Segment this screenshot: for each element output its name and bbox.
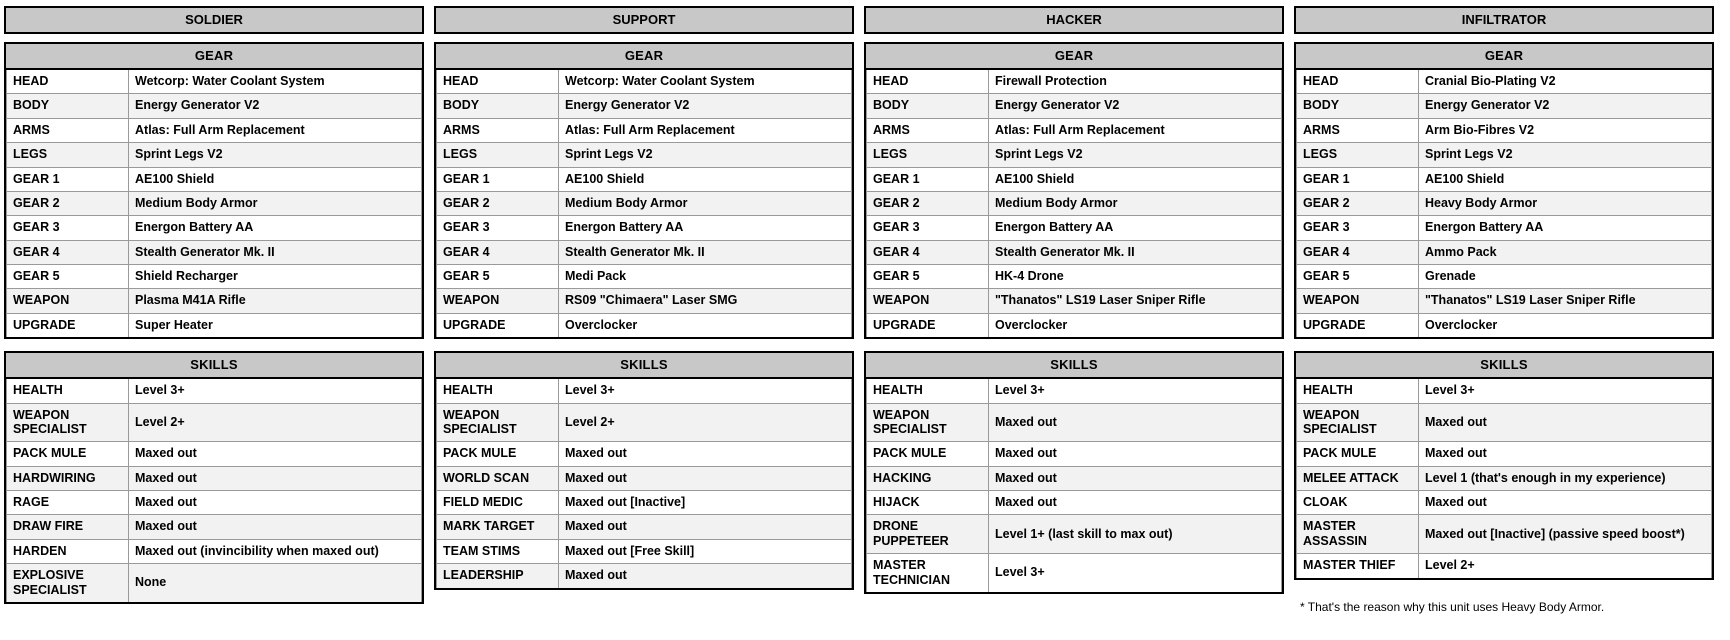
skill-value: Level 3+ xyxy=(1419,379,1712,403)
table-row xyxy=(7,379,422,403)
gear-slot-value: Energon Battery AA xyxy=(989,216,1282,240)
table-row xyxy=(867,466,1282,490)
skill-label: HARDWIRING xyxy=(7,466,129,490)
skills-block xyxy=(434,351,854,589)
table-row xyxy=(7,403,422,442)
gear-slot-label: WEAPON xyxy=(1297,289,1419,313)
table-row xyxy=(7,191,422,215)
skill-value: Maxed out xyxy=(1419,442,1712,466)
gear-slot-label: ARMS xyxy=(7,118,129,142)
table-row xyxy=(867,143,1282,167)
table-row xyxy=(7,515,422,539)
skill-value: Level 3+ xyxy=(559,379,852,403)
skill-label: PACK MULE xyxy=(437,442,559,466)
skills-block xyxy=(4,351,424,604)
gear-slot-value: Arm Bio-Fibres V2 xyxy=(1419,118,1712,142)
gear-slot-value: Overclocker xyxy=(559,313,852,337)
class-title: INFILTRATOR xyxy=(1294,6,1714,34)
table-row xyxy=(867,379,1282,403)
skill-value: Level 3+ xyxy=(989,554,1282,592)
gear-section-title: GEAR xyxy=(6,44,422,70)
skills-table xyxy=(6,379,422,602)
skill-label: MASTER TECHNICIAN xyxy=(867,554,989,592)
table-row xyxy=(1297,191,1712,215)
table-row xyxy=(1297,403,1712,442)
skill-value: Level 1+ (last skill to max out) xyxy=(989,515,1282,554)
skill-label: DRAW FIRE xyxy=(7,515,129,539)
skill-label: HARDEN xyxy=(7,539,129,563)
table-row xyxy=(867,216,1282,240)
skill-label: HEALTH xyxy=(1297,379,1419,403)
gear-slot-label: BODY xyxy=(7,94,129,118)
gear-slot-label: UPGRADE xyxy=(1297,313,1419,337)
table-row xyxy=(867,491,1282,515)
class-column-support xyxy=(434,6,854,602)
gear-slot-value: Wetcorp: Water Coolant System xyxy=(129,70,422,94)
table-row xyxy=(7,94,422,118)
skill-label: HEALTH xyxy=(7,379,129,403)
gear-section-title: GEAR xyxy=(866,44,1282,70)
table-row xyxy=(1297,554,1712,578)
gear-slot-label: ARMS xyxy=(867,118,989,142)
skill-label: WORLD SCAN xyxy=(437,466,559,490)
skill-label: HEALTH xyxy=(437,379,559,403)
class-title: SOLDIER xyxy=(4,6,424,34)
table-row xyxy=(1297,70,1712,94)
table-row xyxy=(1297,118,1712,142)
table-row xyxy=(1297,515,1712,554)
table-row xyxy=(437,313,852,337)
table-row xyxy=(437,167,852,191)
gear-slot-value: Energon Battery AA xyxy=(129,216,422,240)
skill-value: Maxed out xyxy=(129,515,422,539)
table-row xyxy=(437,564,852,588)
gear-slot-value: Heavy Body Armor xyxy=(1419,191,1712,215)
table-row xyxy=(1297,240,1712,264)
gear-slot-label: GEAR 5 xyxy=(1297,265,1419,289)
skill-value: Maxed out xyxy=(989,491,1282,515)
skill-value: None xyxy=(129,564,422,602)
table-row xyxy=(7,539,422,563)
table-row xyxy=(867,554,1282,592)
gear-slot-value: Energon Battery AA xyxy=(559,216,852,240)
gear-slot-value: Atlas: Full Arm Replacement xyxy=(989,118,1282,142)
gear-slot-value: Super Heater xyxy=(129,313,422,337)
table-row xyxy=(437,240,852,264)
skill-value: Maxed out xyxy=(559,564,852,588)
gear-slot-label: LEGS xyxy=(437,143,559,167)
gear-slot-value: Medium Body Armor xyxy=(989,191,1282,215)
gear-slot-value: HK-4 Drone xyxy=(989,265,1282,289)
table-row xyxy=(867,70,1282,94)
gear-slot-label: GEAR 5 xyxy=(437,265,559,289)
table-row xyxy=(867,403,1282,442)
table-row xyxy=(437,94,852,118)
gear-slot-value: Sprint Legs V2 xyxy=(989,143,1282,167)
skill-label: WEAPON SPECIALIST xyxy=(1297,403,1419,442)
skill-label: EXPLOSIVE SPECIALIST xyxy=(7,564,129,602)
skill-label: PACK MULE xyxy=(1297,442,1419,466)
table-row xyxy=(7,240,422,264)
gear-slot-label: GEAR 3 xyxy=(437,216,559,240)
skill-value: Maxed out xyxy=(129,442,422,466)
gear-slot-label: GEAR 4 xyxy=(1297,240,1419,264)
class-title: SUPPORT xyxy=(434,6,854,34)
table-row xyxy=(867,167,1282,191)
table-row xyxy=(1297,442,1712,466)
skill-value: Level 2+ xyxy=(129,403,422,442)
gear-slot-value: Overclocker xyxy=(989,313,1282,337)
gear-slot-value: Sprint Legs V2 xyxy=(1419,143,1712,167)
table-row xyxy=(1297,313,1712,337)
table-row xyxy=(867,313,1282,337)
table-row xyxy=(437,466,852,490)
gear-slot-label: HEAD xyxy=(437,70,559,94)
class-column-hacker xyxy=(864,6,1284,606)
gear-slot-value: Grenade xyxy=(1419,265,1712,289)
skill-label: MARK TARGET xyxy=(437,515,559,539)
skills-section-title: SKILLS xyxy=(866,353,1282,379)
gear-slot-value: Overclocker xyxy=(1419,313,1712,337)
class-column-infiltrator xyxy=(1294,6,1714,614)
table-row xyxy=(7,118,422,142)
gear-slot-value: Wetcorp: Water Coolant System xyxy=(559,70,852,94)
skill-label: MELEE ATTACK xyxy=(1297,466,1419,490)
gear-slot-label: WEAPON xyxy=(7,289,129,313)
table-row xyxy=(7,466,422,490)
skill-value: Level 3+ xyxy=(989,379,1282,403)
skill-value: Maxed out (invincibility when maxed out) xyxy=(129,539,422,563)
gear-slot-label: LEGS xyxy=(867,143,989,167)
skills-table xyxy=(866,379,1282,592)
table-row xyxy=(1297,94,1712,118)
table-row xyxy=(867,240,1282,264)
table-row xyxy=(867,265,1282,289)
table-row xyxy=(437,379,852,403)
gear-table xyxy=(436,70,852,337)
table-row xyxy=(437,118,852,142)
skill-label: RAGE xyxy=(7,491,129,515)
table-row xyxy=(437,70,852,94)
gear-table xyxy=(6,70,422,337)
skill-label: HEALTH xyxy=(867,379,989,403)
gear-slot-label: GEAR 3 xyxy=(7,216,129,240)
gear-block xyxy=(864,42,1284,339)
class-columns xyxy=(4,6,1726,616)
gear-slot-label: GEAR 1 xyxy=(437,167,559,191)
skills-section-title: SKILLS xyxy=(6,353,422,379)
skills-table xyxy=(436,379,852,587)
table-row xyxy=(1297,289,1712,313)
gear-slot-value: Atlas: Full Arm Replacement xyxy=(129,118,422,142)
gear-slot-value: Ammo Pack xyxy=(1419,240,1712,264)
gear-slot-label: GEAR 1 xyxy=(867,167,989,191)
table-row xyxy=(867,191,1282,215)
table-row xyxy=(1297,491,1712,515)
skill-label: HACKING xyxy=(867,466,989,490)
skill-label: LEADERSHIP xyxy=(437,564,559,588)
table-row xyxy=(437,403,852,442)
skill-value: Maxed out xyxy=(1419,403,1712,442)
gear-slot-value: Medium Body Armor xyxy=(559,191,852,215)
gear-slot-label: BODY xyxy=(867,94,989,118)
skill-label: FIELD MEDIC xyxy=(437,491,559,515)
gear-slot-label: UPGRADE xyxy=(437,313,559,337)
table-row xyxy=(437,143,852,167)
gear-slot-label: GEAR 1 xyxy=(1297,167,1419,191)
gear-table xyxy=(866,70,1282,337)
skill-value: Level 3+ xyxy=(129,379,422,403)
gear-slot-label: GEAR 3 xyxy=(867,216,989,240)
table-row xyxy=(437,539,852,563)
gear-slot-label: GEAR 4 xyxy=(867,240,989,264)
skill-value: Maxed out [Free Skill] xyxy=(559,539,852,563)
skill-label: TEAM STIMS xyxy=(437,539,559,563)
skill-value: Level 2+ xyxy=(559,403,852,442)
table-row xyxy=(867,442,1282,466)
skills-section-title: SKILLS xyxy=(1296,353,1712,379)
gear-slot-value: AE100 Shield xyxy=(559,167,852,191)
table-row xyxy=(7,289,422,313)
gear-slot-label: GEAR 2 xyxy=(867,191,989,215)
class-title: HACKER xyxy=(864,6,1284,34)
table-row xyxy=(437,191,852,215)
table-row xyxy=(437,265,852,289)
gear-slot-label: GEAR 4 xyxy=(437,240,559,264)
skill-label: HIJACK xyxy=(867,491,989,515)
footnote: * That's the reason why this unit uses Heavy Body Armor. xyxy=(1300,599,1605,614)
gear-slot-label: HEAD xyxy=(867,70,989,94)
skill-label: MASTER ASSASSIN xyxy=(1297,515,1419,554)
gear-slot-value: AE100 Shield xyxy=(989,167,1282,191)
gear-slot-label: GEAR 2 xyxy=(7,191,129,215)
gear-slot-label: GEAR 2 xyxy=(437,191,559,215)
gear-slot-value: "Thanatos" LS19 Laser Sniper Rifle xyxy=(1419,289,1712,313)
gear-block xyxy=(434,42,854,339)
skill-value: Maxed out xyxy=(129,491,422,515)
gear-slot-value: Medi Pack xyxy=(559,265,852,289)
skill-label: DRONE PUPPETEER xyxy=(867,515,989,554)
table-row xyxy=(7,70,422,94)
table-row xyxy=(7,564,422,602)
table-row xyxy=(1297,379,1712,403)
table-row xyxy=(437,289,852,313)
gear-slot-label: HEAD xyxy=(7,70,129,94)
gear-slot-value: Medium Body Armor xyxy=(129,191,422,215)
gear-slot-label: GEAR 5 xyxy=(867,265,989,289)
table-row xyxy=(7,442,422,466)
table-row xyxy=(437,216,852,240)
gear-slot-label: WEAPON xyxy=(437,289,559,313)
gear-slot-label: ARMS xyxy=(437,118,559,142)
skill-value: Level 2+ xyxy=(1419,554,1712,578)
gear-slot-value: AE100 Shield xyxy=(1419,167,1712,191)
gear-slot-value: Atlas: Full Arm Replacement xyxy=(559,118,852,142)
table-row xyxy=(7,313,422,337)
table-row xyxy=(1297,466,1712,490)
skill-label: CLOAK xyxy=(1297,491,1419,515)
table-row xyxy=(437,442,852,466)
skill-label: WEAPON SPECIALIST xyxy=(867,403,989,442)
gear-slot-value: Energon Battery AA xyxy=(1419,216,1712,240)
table-row xyxy=(7,265,422,289)
skills-block xyxy=(1294,351,1714,579)
gear-section-title: GEAR xyxy=(436,44,852,70)
gear-slot-label: GEAR 4 xyxy=(7,240,129,264)
table-row xyxy=(1297,143,1712,167)
table-row xyxy=(7,143,422,167)
table-row xyxy=(1297,167,1712,191)
gear-slot-value: RS09 "Chimaera" Laser SMG xyxy=(559,289,852,313)
gear-slot-value: Energy Generator V2 xyxy=(129,94,422,118)
table-row xyxy=(867,289,1282,313)
gear-slot-label: WEAPON xyxy=(867,289,989,313)
table-row xyxy=(437,515,852,539)
skill-value: Maxed out [Inactive] xyxy=(559,491,852,515)
skills-block xyxy=(864,351,1284,594)
skill-value: Maxed out xyxy=(989,442,1282,466)
skills-table xyxy=(1296,379,1712,577)
table-row xyxy=(867,118,1282,142)
skill-value: Maxed out xyxy=(1419,491,1712,515)
table-row xyxy=(1297,216,1712,240)
skill-label: WEAPON SPECIALIST xyxy=(7,403,129,442)
gear-slot-label: ARMS xyxy=(1297,118,1419,142)
gear-slot-value: Energy Generator V2 xyxy=(1419,94,1712,118)
gear-slot-label: HEAD xyxy=(1297,70,1419,94)
gear-slot-value: Stealth Generator Mk. II xyxy=(559,240,852,264)
gear-slot-value: Plasma M41A Rifle xyxy=(129,289,422,313)
skill-value: Maxed out xyxy=(559,466,852,490)
gear-slot-value: AE100 Shield xyxy=(129,167,422,191)
gear-block xyxy=(1294,42,1714,339)
gear-slot-value: Stealth Generator Mk. II xyxy=(989,240,1282,264)
gear-slot-label: GEAR 2 xyxy=(1297,191,1419,215)
gear-slot-value: Sprint Legs V2 xyxy=(129,143,422,167)
gear-table xyxy=(1296,70,1712,337)
skill-value: Maxed out [Inactive] (passive speed boost*) xyxy=(1419,515,1712,554)
skill-label: PACK MULE xyxy=(7,442,129,466)
skill-value: Maxed out xyxy=(989,466,1282,490)
gear-slot-label: BODY xyxy=(437,94,559,118)
table-row xyxy=(7,216,422,240)
table-row xyxy=(437,491,852,515)
gear-slot-label: BODY xyxy=(1297,94,1419,118)
gear-slot-value: Stealth Generator Mk. II xyxy=(129,240,422,264)
table-row xyxy=(867,515,1282,554)
gear-slot-label: GEAR 3 xyxy=(1297,216,1419,240)
skill-value: Maxed out xyxy=(989,403,1282,442)
table-row xyxy=(1297,265,1712,289)
gear-block xyxy=(4,42,424,339)
skill-value: Level 1 (that's enough in my experience) xyxy=(1419,466,1712,490)
gear-slot-value: Cranial Bio-Plating V2 xyxy=(1419,70,1712,94)
skill-label: MASTER THIEF xyxy=(1297,554,1419,578)
gear-slot-label: GEAR 1 xyxy=(7,167,129,191)
gear-slot-value: Shield Recharger xyxy=(129,265,422,289)
skill-label: WEAPON SPECIALIST xyxy=(437,403,559,442)
skill-label: PACK MULE xyxy=(867,442,989,466)
gear-slot-label: UPGRADE xyxy=(7,313,129,337)
gear-slot-label: GEAR 5 xyxy=(7,265,129,289)
skill-value: Maxed out xyxy=(559,442,852,466)
skill-value: Maxed out xyxy=(559,515,852,539)
gear-slot-label: UPGRADE xyxy=(867,313,989,337)
skill-value: Maxed out xyxy=(129,466,422,490)
gear-slot-label: LEGS xyxy=(7,143,129,167)
gear-slot-label: LEGS xyxy=(1297,143,1419,167)
table-row xyxy=(7,167,422,191)
class-column-soldier xyxy=(4,6,424,616)
skills-section-title: SKILLS xyxy=(436,353,852,379)
gear-slot-value: Firewall Protection xyxy=(989,70,1282,94)
gear-section-title: GEAR xyxy=(1296,44,1712,70)
table-row xyxy=(867,94,1282,118)
table-row xyxy=(7,491,422,515)
gear-slot-value: Energy Generator V2 xyxy=(989,94,1282,118)
gear-slot-value: Sprint Legs V2 xyxy=(559,143,852,167)
gear-slot-value: "Thanatos" LS19 Laser Sniper Rifle xyxy=(989,289,1282,313)
gear-slot-value: Energy Generator V2 xyxy=(559,94,852,118)
